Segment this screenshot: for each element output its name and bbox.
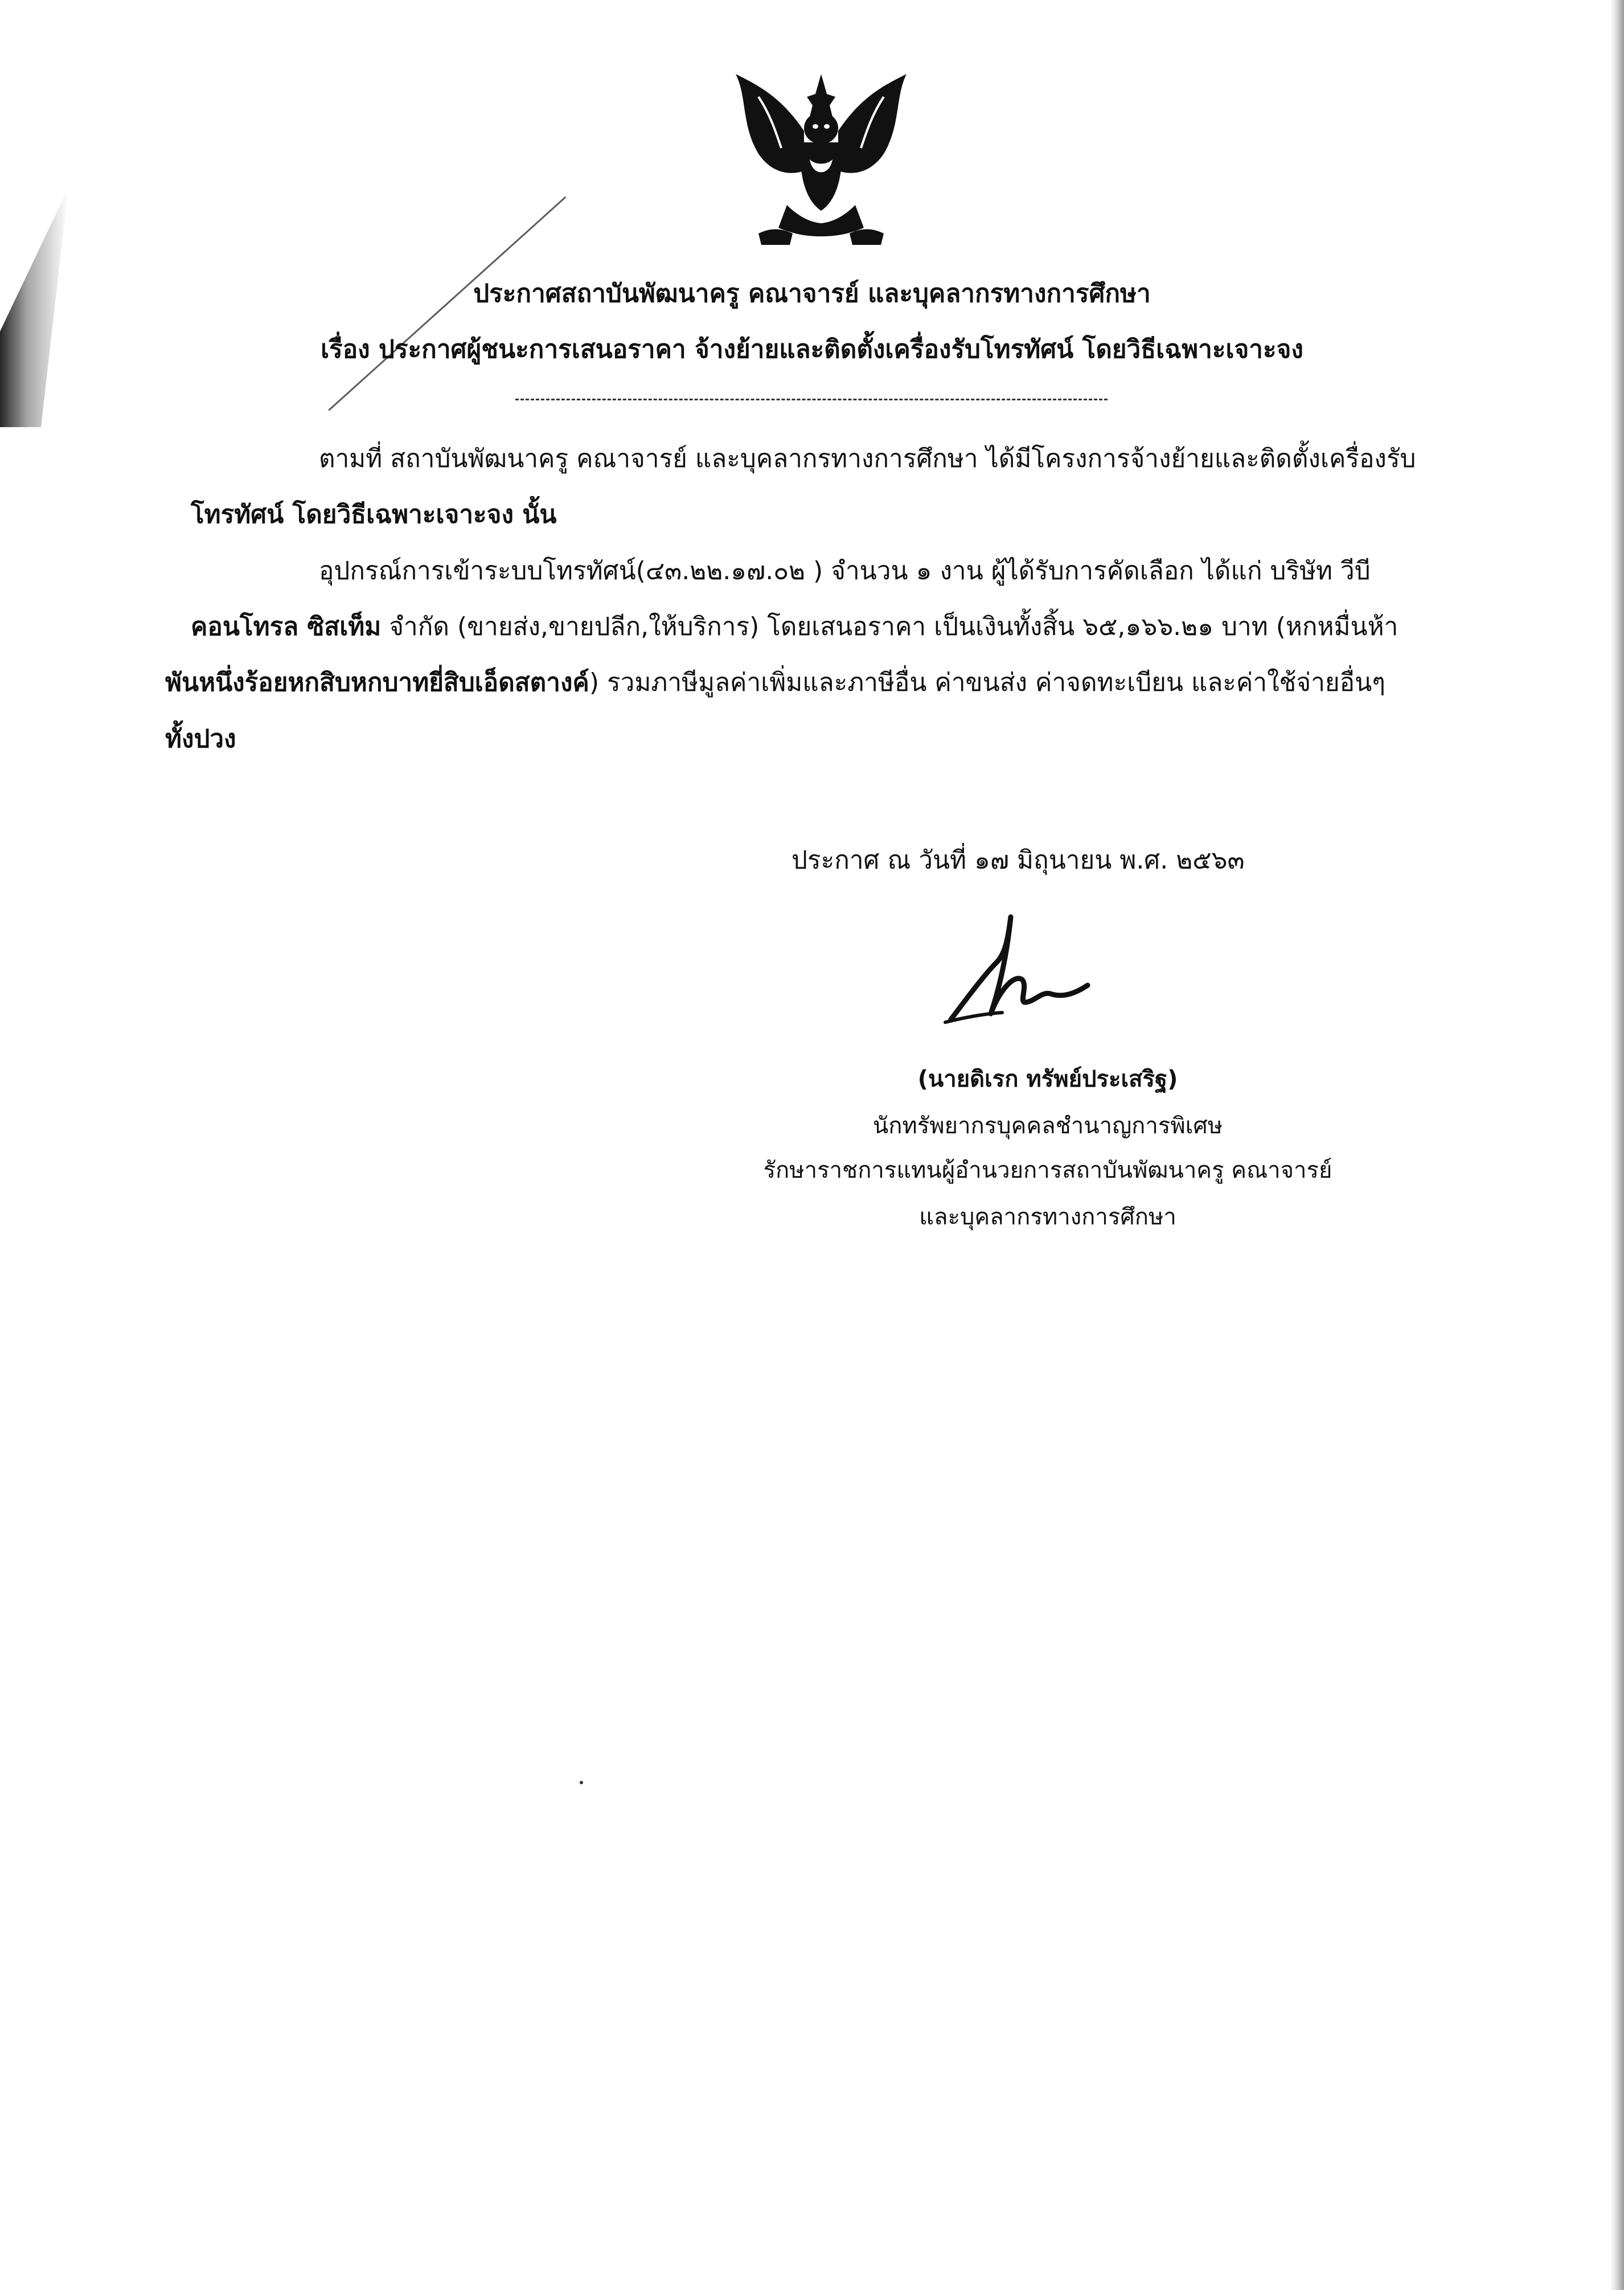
company-name: คอนโทรล ซิสเท็ม (191, 612, 382, 641)
announcement-subject: เรื่อง ประกาศผู้ชนะการเสนอราคา จ้างย้ายและติดตั้งเครื่องรับโทรทัศน์ โดยวิธีเฉพาะเจาะจง (321, 335, 1303, 364)
paragraph-2-line-3 (165, 662, 1385, 702)
paragraph-2-line-4: ทั้งปวง (165, 724, 236, 753)
paragraph-1-line-2: โทรทัศน์ โดยวิธีเฉพาะเจาะจง นั้น (191, 500, 557, 529)
garuda-emblem-icon (724, 63, 918, 256)
signatory-acting-line-2: และบุคลากรทางการศึกษา (919, 1204, 1176, 1230)
divider (515, 399, 1108, 400)
announcement-date: ประกาศ ณ วันที่ ๑๗ มิถุนายน พ.ศ. ๒๕๖๓ (792, 846, 1245, 875)
paragraph-1-line-1: ตามที่ สถาบันพัฒนาครู คณาจารย์ และบุคลากรทางการศึกษา ได้มีโครงการจ้างย้ายและติดตั้งเครื่องรับ (319, 444, 1416, 473)
amount-in-words: พันหนึ่งร้อยหกสิบหกบาทยี่สิบเอ็ดสตางค์ (165, 668, 589, 697)
signatory-acting-line-1: รักษาราชการแทนผู้อำนวยการสถาบันพัฒนาครู คณาจารย์ (763, 1157, 1332, 1183)
paragraph-2-line-2-rest: จำกัด (ขายส่ง,ขายปลีก,ให้บริการ) โดยเสนอราคา เป็นเงินทั้งสิ้น ๖๕,๑๖๖.๒๑ บาท (หกหมื่นห้า (381, 612, 1399, 641)
signature-icon (934, 906, 1105, 1042)
signatory-name: (นายดิเรก ทรัพย์ประเสริฐ) (917, 1066, 1178, 1092)
paragraph-2-line-2 (191, 607, 1398, 646)
signatory-position: นักทรัพยากรบุคคลชำนาญการพิเศษ (872, 1113, 1223, 1139)
paragraph-2-line-1: อุปกรณ์การเข้าระบบโทรทัศน์(๔๓.๒๒.๑๗.๐๒ ) จำนวน ๑ งาน ผู้ได้รับการคัดเลือก ได้แก่ บริษัท วีบี (319, 556, 1371, 585)
announcement-title: ประกาศสถาบันพัฒนาครู คณาจารย์ และบุคลากรทางการศึกษา (473, 279, 1151, 308)
paragraph-2-line-3-rest: ) รวมภาษีมูลค่าเพิ่มและภาษีอื่น ค่าขนส่ง ค่าจดทะเบียน และค่าใช้จ่ายอื่นๆ (589, 668, 1385, 697)
scan-speck (580, 1781, 583, 1784)
